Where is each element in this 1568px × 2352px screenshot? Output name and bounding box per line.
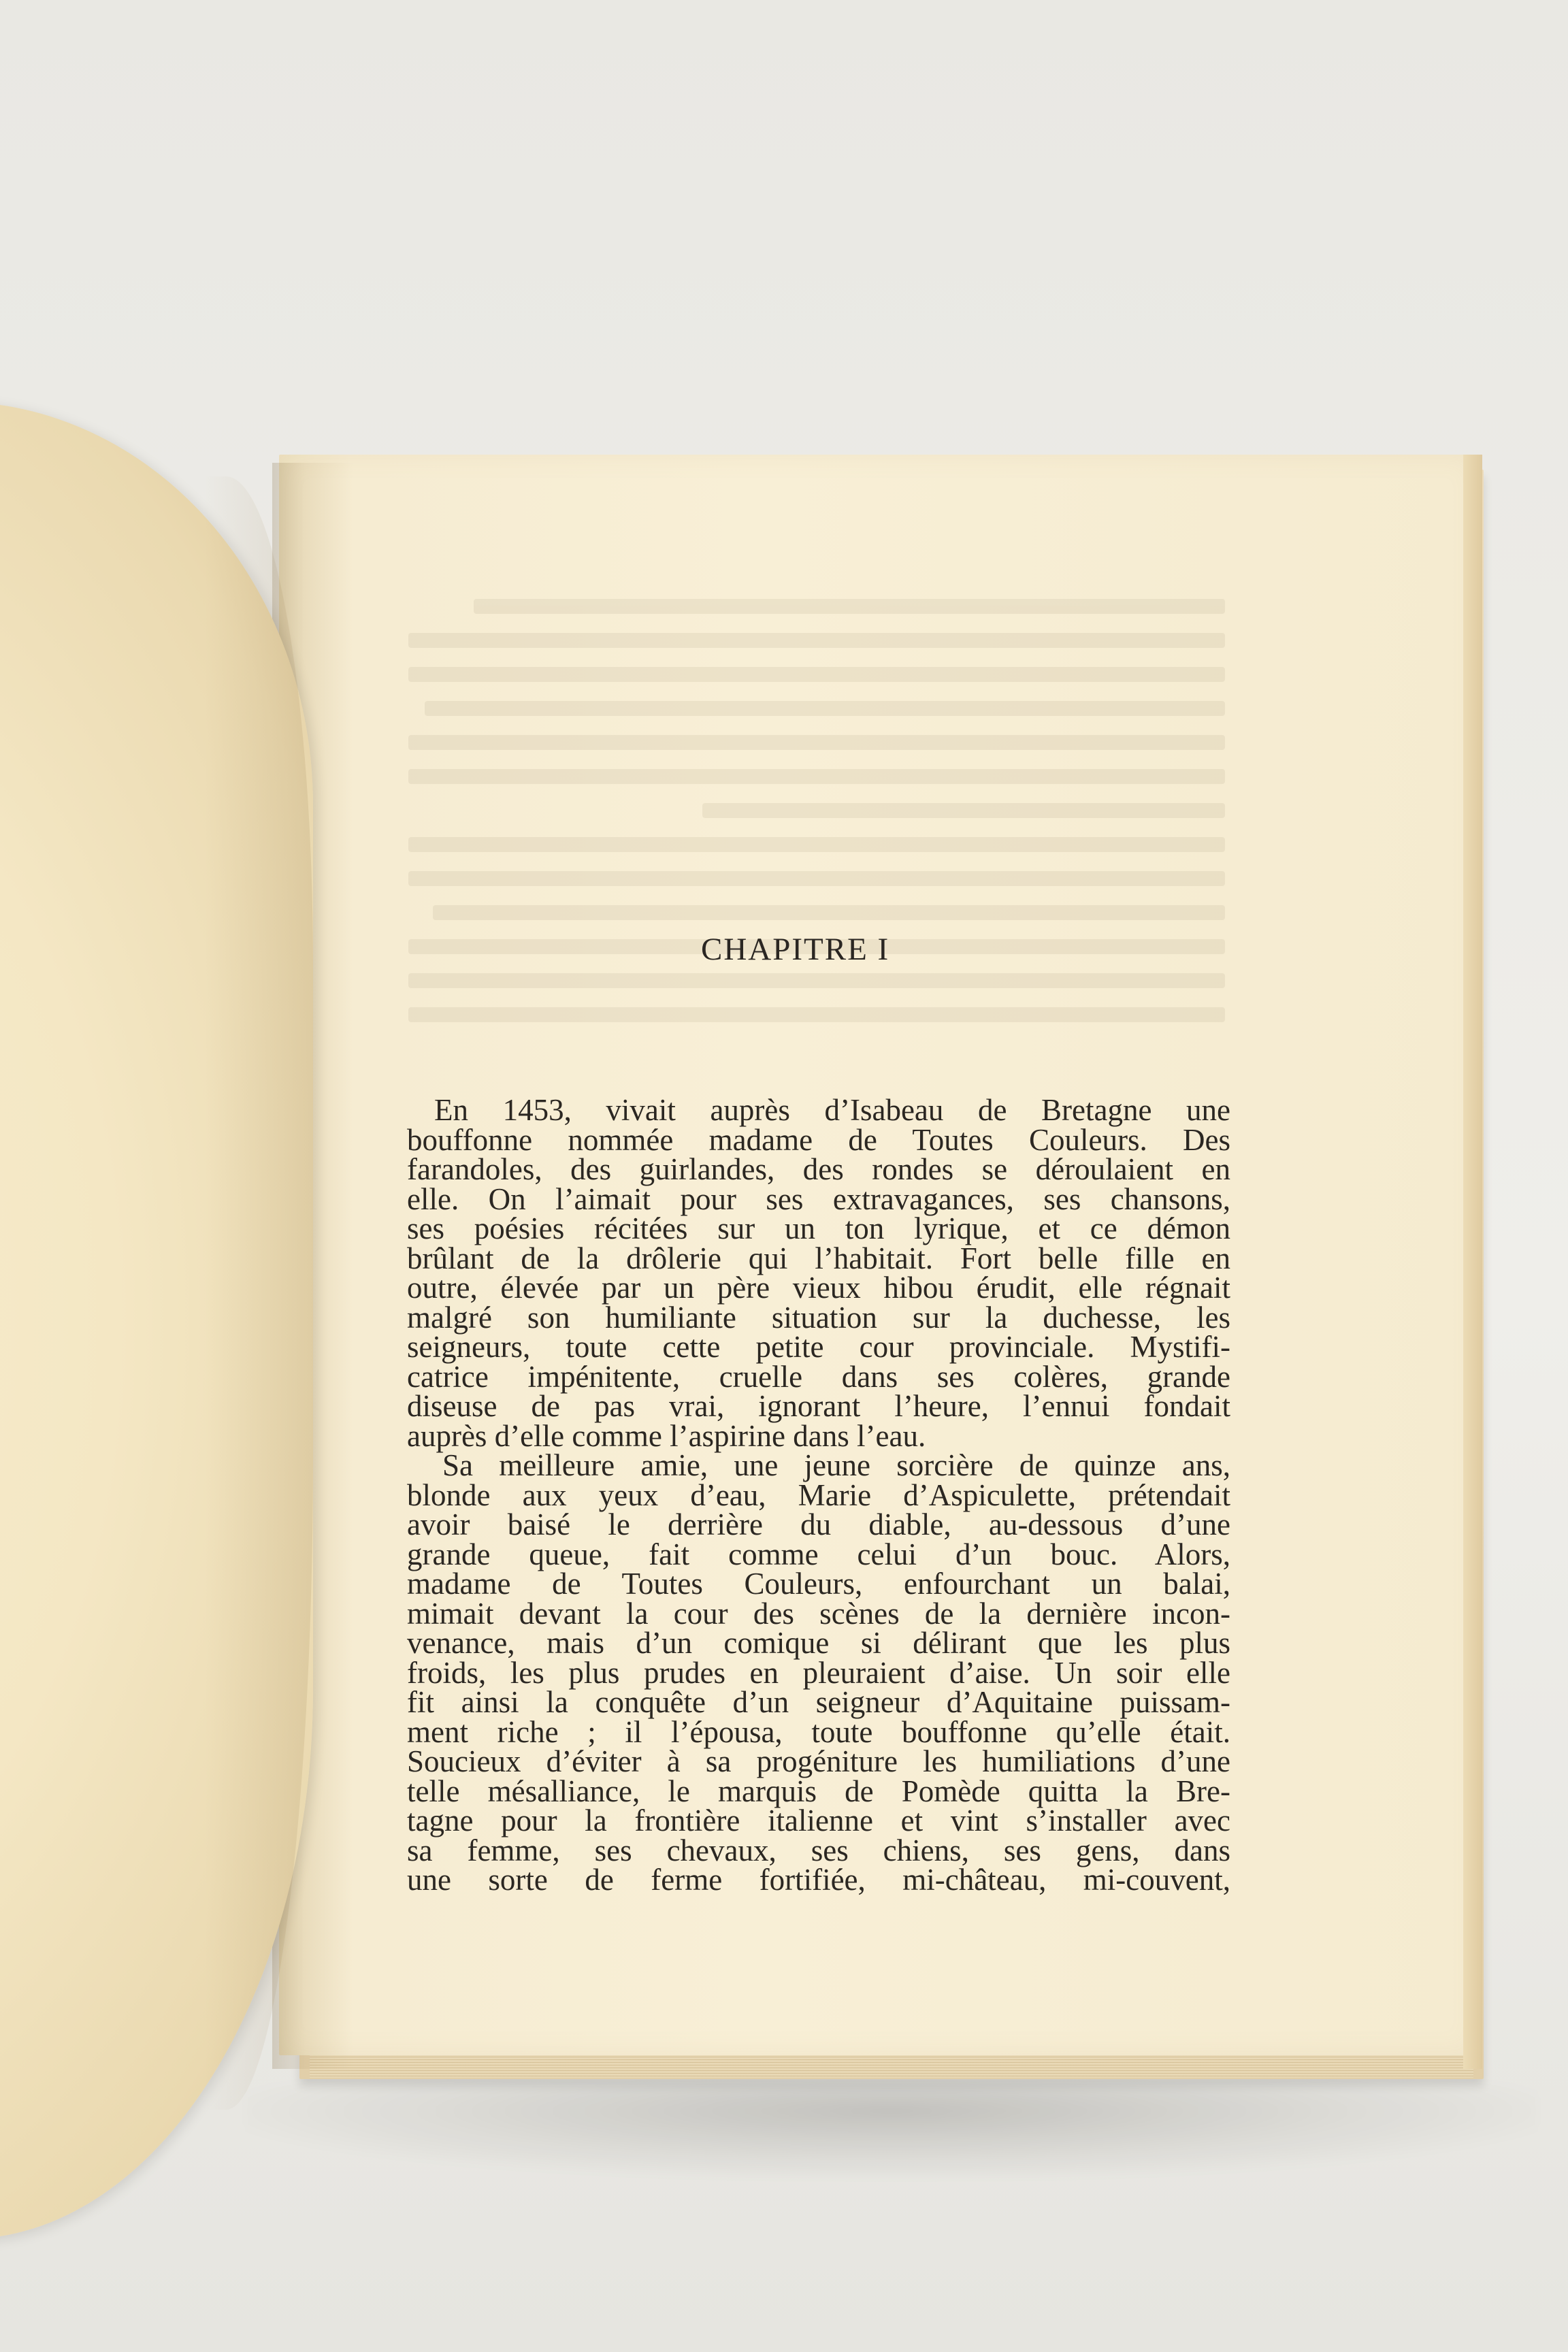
text-line: outre, élevée par un père vieux hibou érudit, elle régnait [407, 1271, 1230, 1305]
table-shadow [245, 2082, 1538, 2178]
text-line: venance, mais d’un comique si délirant que les plus [407, 1626, 1230, 1660]
text-line: grande queue, fait comme celui d’un bouc. Alors, [407, 1537, 1230, 1571]
text-line: telle mésalliance, le marquis de Pomède quitta la Bre- [407, 1774, 1230, 1808]
text-line: brûlant de la drôlerie qui l’habitait. Fort belle fille en [407, 1241, 1230, 1275]
text-line: avoir baisé le derrière du diable, au-dessous d’une [407, 1507, 1230, 1541]
text-line: froids, les plus prudes en pleuraient d’aise. Un soir elle [407, 1655, 1230, 1690]
text-line: elle. On l’aimait pour ses extravagances, ses chansons, [407, 1181, 1230, 1216]
text-line: une sorte de ferme fortifiée, mi-château, mi-couvent, [407, 1863, 1230, 1897]
text-line: En 1453, vivait auprès d’Isabeau de Bretagne une [434, 1093, 1230, 1127]
text-line: sa femme, ses chevaux, ses chiens, ses gens, dans [407, 1833, 1230, 1867]
text-line: blonde aux yeux d’eau, Marie d’Aspiculette, prétendait [407, 1477, 1230, 1512]
text-line: bouffonne nommée madame de Toutes Couleurs. Des [407, 1122, 1230, 1157]
text-line: tagne pour la frontière italienne et vint s’installer avec [407, 1803, 1230, 1838]
right-page-edge [1463, 455, 1482, 2069]
text-line: diseuse de pas vrai, ignorant l’heure, l’ennui fondait [407, 1389, 1230, 1423]
text-line: farandoles, des guirlandes, des rondes se déroulaient en [407, 1152, 1230, 1186]
text-line: ment riche ; il l’épousa, toute bouffonne qu’elle était. [407, 1714, 1230, 1749]
text-line: madame de Toutes Couleurs, enfourchant un balai, [407, 1567, 1230, 1601]
text-line: seigneurs, toute cette petite cour provinciale. Mystifi- [407, 1330, 1230, 1364]
show-through-text [408, 599, 1225, 1041]
text-line: ses poésies récitées sur un ton lyrique, et ce démon [407, 1211, 1230, 1245]
chapter-heading: CHAPITRE I [701, 932, 890, 967]
text-line: malgré son humiliante situation sur la duchesse, les [407, 1300, 1230, 1335]
text-line: Soucieux d’éviter à sa progéniture les humiliations d’une [407, 1744, 1230, 1778]
text-line: mimait devant la cour des scènes de la dernière incon- [407, 1596, 1230, 1631]
text-line: auprès d’elle comme l’aspirine dans l’eau. [407, 1418, 926, 1453]
text-line: fit ainsi la conquête d’un seigneur d’Aquitaine puissam- [407, 1685, 1230, 1719]
page-body-text [407, 1093, 1230, 1897]
text-line: Sa meilleure amie, une jeune sorcière de quinze ans, [442, 1448, 1230, 1482]
text-line: catrice impénitente, cruelle dans ses colères, grande [407, 1359, 1230, 1394]
page-edges [310, 2052, 1473, 2078]
